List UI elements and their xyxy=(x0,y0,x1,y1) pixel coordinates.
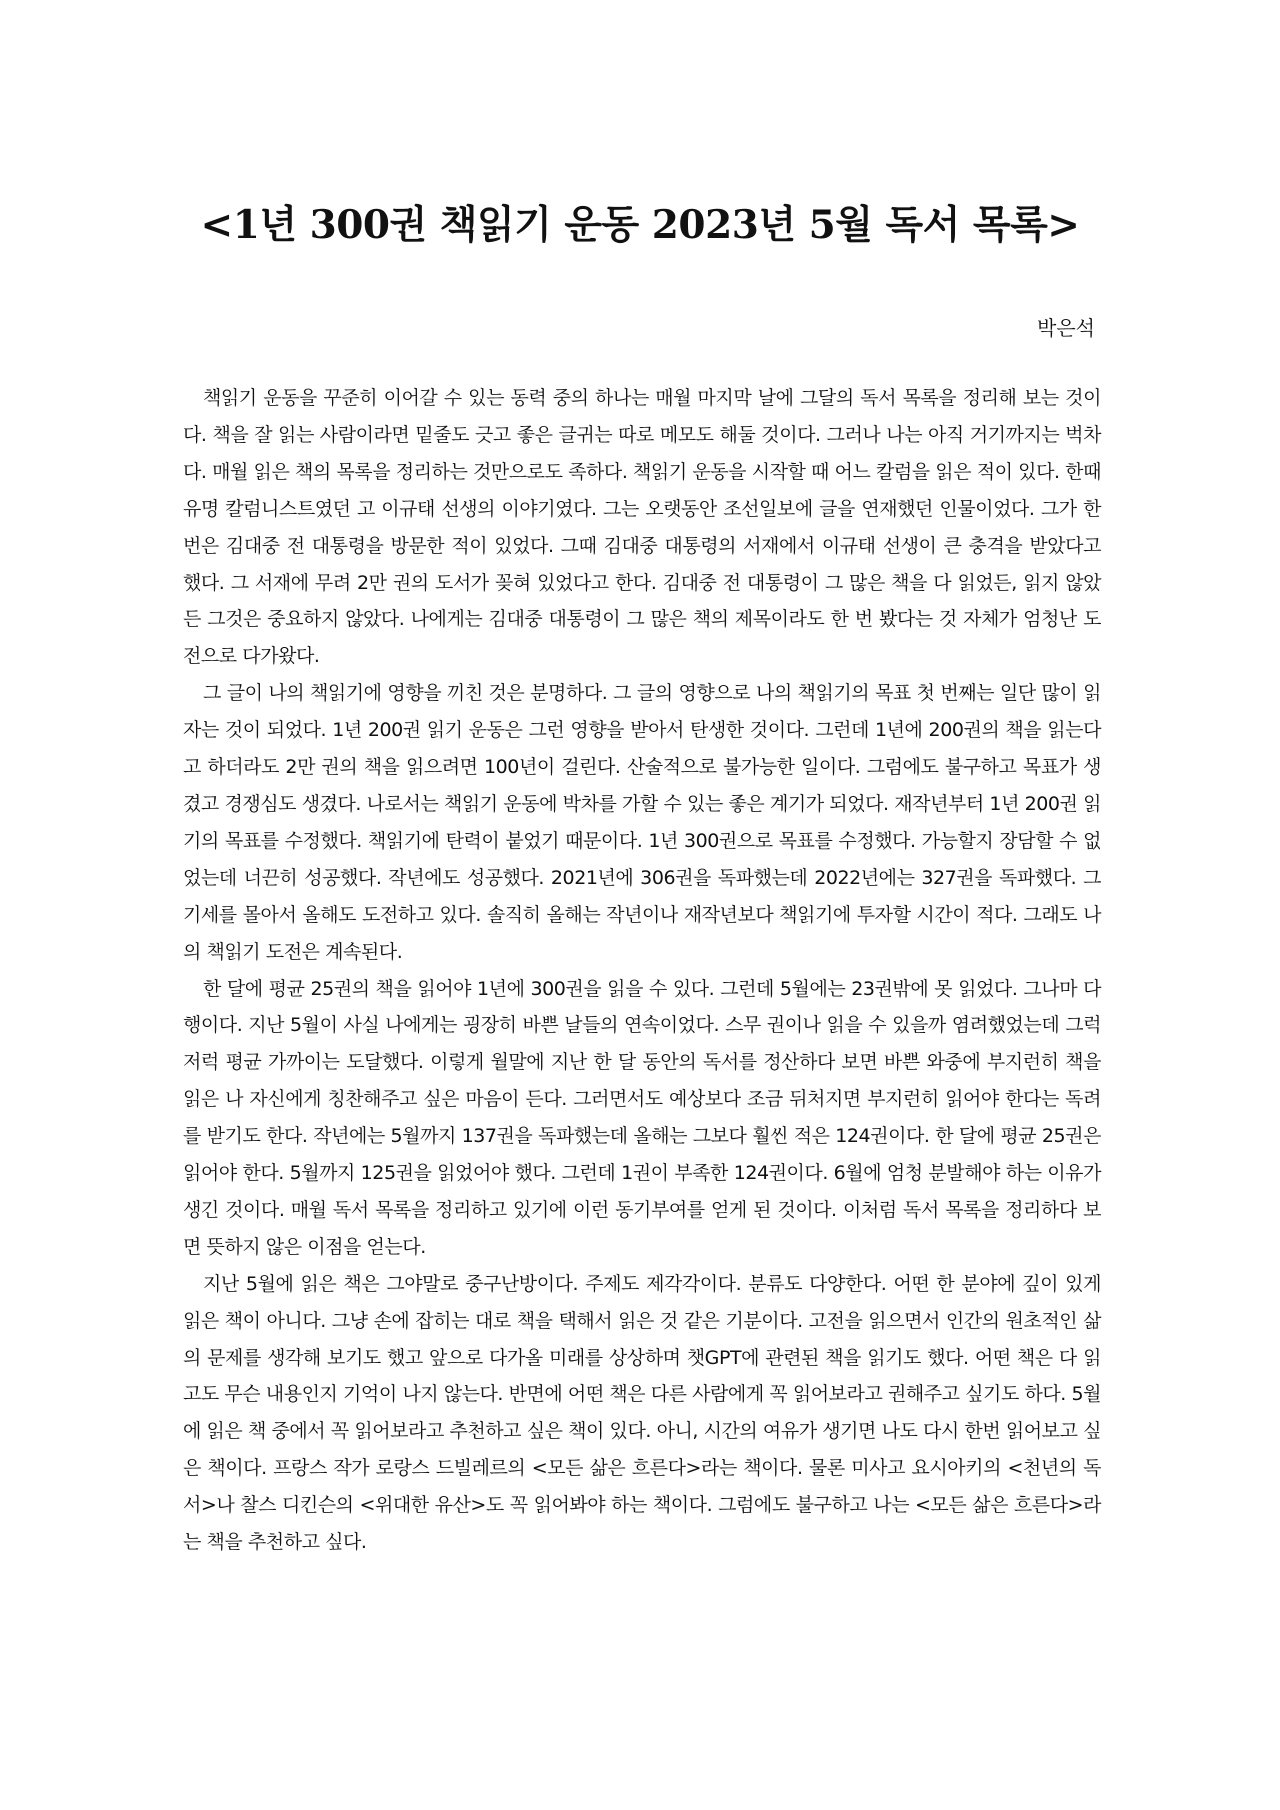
paragraph: 책읽기 운동을 꾸준히 이어갈 수 있는 동력 중의 하나는 매월 마지막 날에 그달의 독서 목록을 정리해 보는 것이다. 책을 잘 읽는 사람이라면 밑줄도 긋고 좋은 글귀는 따로 메모도 해둘 것이다. 그러나 나는 아직 거기까지는 벅차다. 매월 읽은 책의 목록을 정리하는 것만으로도 족하다. 책읽기 운동을 시작할 때 어느 칼럼을 읽은 적이 있다. 한때 유명 칼럼니스트였던 고 이규태 선생의 이야기였다. 그는 오랫동안 조선일보에 글을 연재했던 인물이었다. 그가 한 번은 김대중 전 대통령을 방문한 적이 있었다. 그때 김대중 대통령의 서재에서 이규태 선생이 큰 충격을 받았다고 했다. 그 서재에 무려 2만 권의 도서가 꽂혀 있었다고 한다. 김대중 전 대통령이 그 많은 책을 다 읽었든, 읽지 않았든 그것은 중요하지 않았다. 나에게는 김대중 대통령이 그 많은 책의 제목이라도 한 번 봤다는 것 자체가 엄청난 도전으로 다가왔다. xyxy=(183,387,1101,668)
paragraph: 한 달에 평균 25권의 책을 읽어야 1년에 300권을 읽을 수 있다. 그런데 5월에는 23권밖에 못 읽었다. 그나마 다행이다. 지난 5월이 사실 나에게는 굉장히 바쁜 날들의 연속이었다. 스무 권이나 읽을 수 있을까 염려했었는데 그럭저럭 평균 가까이는 도달했다. 이렇게 월말에 지난 한 달 동안의 독서를 정산하다 보면 바쁜 와중에 부지런히 책을 읽은 나 자신에게 칭찬해주고 싶은 마음이 든다. 그러면서도 예상보다 조금 뒤처지면 부지런히 읽어야 한다는 독려를 받기도 한다. 작년에는 5월까지 137권을 독파했는데 올해는 그보다 훨씬 적은 124권이다. 한 달에 평균 25권은 읽어야 한다. 5월까지 125권을 읽었어야 했다. 그런데 1권이 부족한 124권이다. 6월에 엄청 분발해야 하는 이유가 생긴 것이다. 매월 독서 목록을 정리하고 있기에 이런 동기부여를 얻게 된 것이다. 이처럼 독서 목록을 정리하다 보면 뜻하지 않은 이점을 얻는다. xyxy=(183,977,1101,1258)
document-body xyxy=(183,380,1101,1561)
paragraph: 지난 5월에 읽은 책은 그야말로 중구난방이다. 주제도 제각각이다. 분류도 다양한다. 어떤 한 분야에 깊이 있게 읽은 책이 아니다. 그냥 손에 잡히는 대로 책을 택해서 읽은 것 같은 기분이다. 고전을 읽으면서 인간의 원초적인 삶의 문제를 생각해 보기도 했고 앞으로 다가올 미래를 상상하며 챗GPT에 관련된 책을 읽기도 했다. 어떤 책은 다 읽고도 무슨 내용인지 기억이 나지 않는다. 반면에 어떤 책은 다른 사람에게 꼭 읽어보라고 권해주고 싶기도 하다. 5월에 읽은 책 중에서 꼭 읽어보라고 추천하고 싶은 책이 있다. 아니, 시간의 여유가 생기면 나도 다시 한번 읽어보고 싶은 책이다. 프랑스 작가 로랑스 드빌레르의 <모든 삶은 흐른다>라는 책이다. 물론 미사고 요시아키의 <천년의 독서>나 찰스 디킨슨의 <위대한 유산>도 꼭 읽어봐야 하는 책이다. 그럼에도 불구하고 나는 <모든 삶은 흐른다>라는 책을 추천하고 싶다. xyxy=(183,1272,1101,1554)
paragraph: 그 글이 나의 책읽기에 영향을 끼친 것은 분명하다. 그 글의 영향으로 나의 책읽기의 목표 첫 번째는 일단 많이 읽자는 것이 되었다. 1년 200권 읽기 운동은 그런 영향을 받아서 탄생한 것이다. 그런데 1년에 200권의 책을 읽는다고 하더라도 2만 권의 책을 읽으려면 100년이 걸린다. 산술적으로 불가능한 일이다. 그럼에도 불구하고 목표가 생겼고 경쟁심도 생겼다. 나로서는 책읽기 운동에 박차를 가할 수 있는 좋은 계기가 되었다. 재작년부터 1년 200권 읽기의 목표를 수정했다. 책읽기에 탄력이 붙었기 때문이다. 1년 300권으로 목표를 수정했다. 가능할지 장담할 수 없었는데 너끈히 성공했다. 작년에도 성공했다. 2021년에 306권을 독파했는데 2022년에는 327권을 독파했다. 그 기세를 몰아서 올해도 도전하고 있다. 솔직히 올해는 작년이나 재작년보다 책읽기에 투자할 시간이 적다. 그래도 나의 책읽기 도전은 계속된다. xyxy=(183,682,1101,963)
author-name: 박은석 xyxy=(1037,316,1095,340)
document-title: <1년 300권 책읽기 운동 2023년 5월 독서 목록> xyxy=(200,202,1080,248)
